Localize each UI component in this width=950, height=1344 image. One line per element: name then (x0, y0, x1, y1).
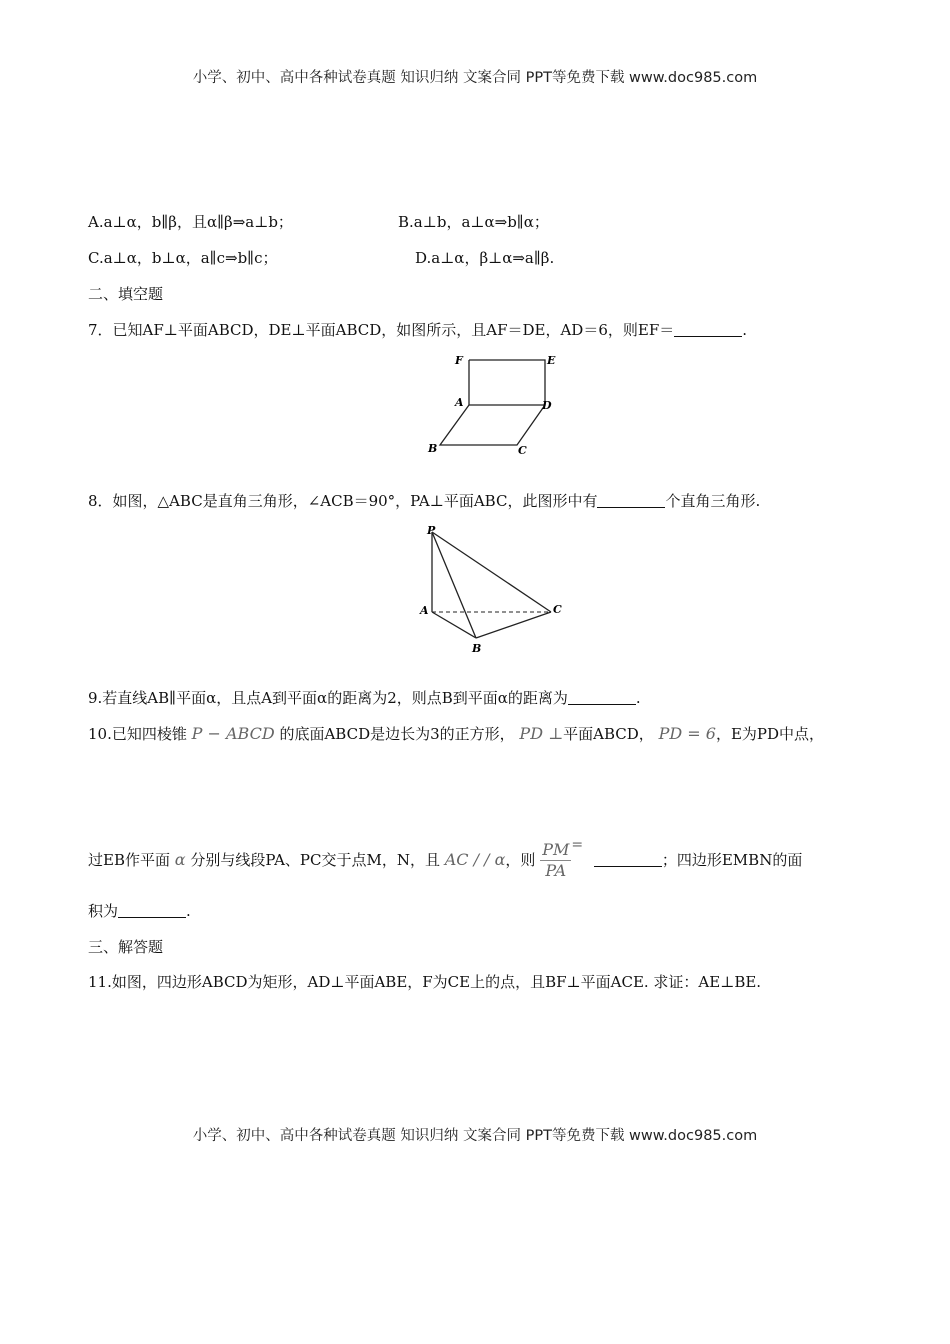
q10-text-6: 分别与线段PA、PC交于点M，N，且 (190, 851, 440, 869)
q9-answer-blank (568, 690, 636, 705)
q7-label-f: F (455, 354, 463, 367)
parallelogram-abcd (440, 405, 545, 445)
q10-text-9: 积为 (88, 902, 119, 920)
q10-text-1: 10.已知四棱锥 (88, 725, 187, 743)
q8-text: 8．如图，△ABC是直角三角形，∠ACB＝90°，PA⊥平面ABC，此图形中有 (88, 492, 598, 510)
section-solve-title: 三、解答题 (88, 938, 164, 956)
q8-label-b: B (472, 642, 482, 655)
q10-text-7: ，则 (505, 851, 536, 869)
q10-math-alpha: α (174, 850, 186, 869)
rect-afed (469, 360, 545, 405)
q10-answer-blank-1 (594, 852, 662, 867)
q7-label-e: E (547, 354, 556, 367)
question-10-line-3 (88, 901, 191, 921)
q10-fraction-pm-pa (540, 841, 571, 880)
q10-frac-den: PA (545, 861, 567, 880)
section-fill-in-title: 二、填空题 (88, 285, 164, 303)
q7-label-d: D (542, 399, 552, 412)
q7-figure (425, 350, 560, 458)
q8-label-p: P (427, 524, 436, 537)
q10-text-8: ；四边形EMBN的面 (661, 851, 803, 869)
q7-label-c: C (518, 444, 527, 457)
q8-answer-blank (597, 493, 665, 508)
q6-option-c: C.a⊥α，b⊥α，a∥c⇒b∥c； (88, 249, 278, 267)
q7-text: 7．已知AF⊥平面ABCD，DE⊥平面ABCD，如图所示，且AF＝DE，AD＝6，则EF＝ (88, 321, 675, 339)
question-9 (88, 688, 641, 708)
q8-figure (418, 522, 568, 656)
q10-math-ac-parallel: AC / / α (444, 850, 506, 869)
q7-label-a: A (455, 396, 464, 409)
question-8 (88, 491, 760, 511)
q10-answer-blank-2 (118, 903, 186, 918)
page-footer: 小学、初中、高中各种试卷真题 知识归纳 文案合同 PPT等免费下载 www.doc985.com (192, 1128, 758, 1144)
q9-text-end: . (635, 689, 641, 707)
q7-text-end: . (742, 321, 748, 339)
q6-option-b: B.a⊥b，a⊥α⇒b∥α； (398, 213, 549, 231)
q6-option-d: D.a⊥α，β⊥α⇒a∥β. (415, 249, 555, 267)
q10-text-5: 过EB作平面 (88, 851, 170, 869)
q10-text-4: ，E为PD中点， (715, 725, 825, 743)
q9-text: 9.若直线AB∥平面α，且点A到平面α的距离为2，则点B到平面α的距离为 (88, 689, 568, 707)
q8-text-end: 个直角三角形. (665, 492, 761, 510)
q8-label-a: A (420, 604, 429, 617)
q8-label-c: C (553, 603, 562, 616)
question-10-line-1 (88, 724, 824, 744)
q10-text-3: 平面ABCD， (563, 725, 654, 743)
q10-math-pyramid: P − ABCD (191, 724, 275, 743)
q10-text-2: 的底面ABCD是边长为3的正方形， (279, 725, 515, 743)
q7-label-b: B (428, 442, 438, 455)
question-10-line-2 (88, 820, 803, 880)
q10-math-pd-eq: PD = 6 (658, 724, 716, 743)
q10-frac-equals: = (571, 837, 584, 853)
question-7 (88, 320, 747, 340)
q10-frac-num: PM (542, 840, 570, 859)
q6-option-a: A.a⊥α，b∥β，且α∥β⇒a⊥b； (88, 213, 293, 231)
question-11: 11.如图，四边形ABCD为矩形，AD⊥平面ABE，F为CE上的点，且BF⊥平面ACE. 求证：AE⊥BE. (88, 973, 762, 991)
q10-text-10: . (186, 902, 191, 920)
q10-math-pd-perp: PD ⊥ (519, 724, 564, 743)
q7-answer-blank (674, 322, 742, 337)
page-header: 小学、初中、高中各种试卷真题 知识归纳 文案合同 PPT等免费下载 www.doc985.com (192, 70, 758, 86)
